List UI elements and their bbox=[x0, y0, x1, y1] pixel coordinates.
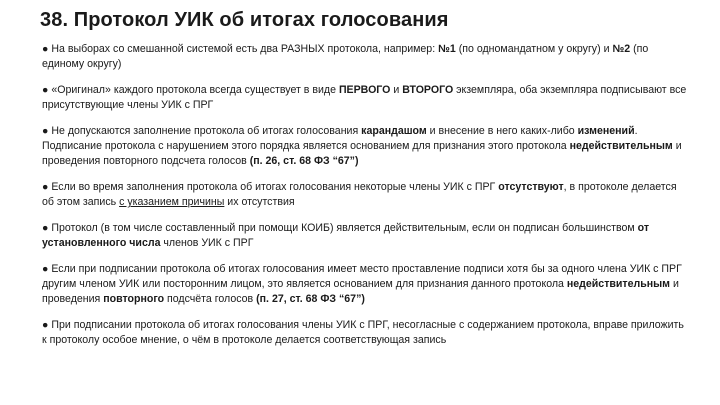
bullet-text-run: и bbox=[390, 84, 403, 96]
bullet-text-run: (п. 27, ст. 68 ФЗ “67”) bbox=[256, 293, 365, 305]
bullet-text-run: ● Протокол (в том числе составленный при помощи КОИБ) является действительным, если он подписан большинством bbox=[42, 222, 638, 234]
bullet-list bbox=[42, 42, 690, 348]
bullet-text-run: отсутствуют bbox=[498, 181, 564, 193]
bullet-text-run: (по единому округу) bbox=[42, 43, 649, 70]
bullet-text-run: ● При подписании протокола об итогах голосования члены УИК с ПРГ, несогласные с содержанием протокола, вправе приложить к протоколу особое мнение, о чём в протоколе делается соответствующая запись bbox=[42, 319, 684, 346]
bullet-item bbox=[42, 318, 690, 348]
bullet-item bbox=[42, 221, 690, 251]
bullet-item bbox=[42, 262, 690, 307]
bullet-text-run: (п. 26, ст. 68 ФЗ “67”) bbox=[249, 155, 359, 167]
bullet-item bbox=[42, 83, 690, 113]
bullet-text-run: ПЕРВОГО bbox=[338, 84, 391, 96]
bullet-text-run: ВТОРОГО bbox=[402, 84, 454, 96]
bullet-item bbox=[42, 124, 690, 169]
bullet-text-run: №2 bbox=[612, 43, 631, 55]
bullet-text-run: карандашом bbox=[361, 125, 427, 137]
bullet-text-run: ● На выборах со смешанной системой есть два РАЗНЫХ протокола, например: bbox=[42, 43, 439, 55]
bullet-text-run: их отсутствия bbox=[224, 196, 295, 208]
bullet-text-run: №1 bbox=[438, 43, 456, 55]
bullet-text-run: ● Не допускаются заполнение протокола об итогах голосования bbox=[42, 125, 362, 137]
bullet-text-run: и внесение в него каких-либо bbox=[426, 125, 578, 137]
bullet-item bbox=[42, 180, 690, 210]
bullet-text-run: от установленного числа bbox=[42, 222, 650, 249]
bullet-text-run: с указанием причины bbox=[119, 196, 225, 208]
bullet-text-run: недействительным bbox=[569, 140, 673, 152]
bullet-text-run: ● Если во время заполнения протокола об итогах голосования некоторые члены УИК с ПРГ bbox=[42, 181, 499, 193]
bullet-text-run: экземпляра, оба экземпляра подписывают все присутствующие члены УИК с ПРГ bbox=[42, 84, 687, 111]
bullet-text-run: (по одномандатном у округу) и bbox=[455, 43, 613, 55]
bullet-text-run: повторного bbox=[103, 293, 165, 305]
bullet-text-run: , в протоколе делается об этом запись bbox=[42, 181, 677, 208]
bullet-text-run: членов УИК с ПРГ bbox=[160, 237, 254, 249]
bullet-text-run: ● Если при подписании протокола об итогах голосования имеет место проставление подписи хотя бы за одного члена УИК с ПРГ другим членом УИК или посторонним лицом, это является основанием для признания данного протокола bbox=[42, 263, 682, 290]
bullet-text-run: . Подписание протокола с нарушением этого порядка является основанием для признания этого протокола bbox=[42, 125, 638, 152]
bullet-text-run: недействительным bbox=[566, 278, 671, 290]
bullet-text-run: и проведения повторного подсчета голосов bbox=[42, 140, 682, 167]
bullet-item bbox=[42, 42, 690, 72]
slide-title: 38. Протокол УИК об итогах голосования bbox=[40, 9, 449, 31]
bullet-text-run: и проведения bbox=[42, 278, 679, 305]
bullet-text-run: подсчёта голосов bbox=[164, 293, 257, 305]
bullet-text-run: изменений bbox=[577, 125, 635, 137]
bullet-text-run: ● «Оригинал» каждого протокола всегда существует в виде bbox=[42, 84, 339, 96]
